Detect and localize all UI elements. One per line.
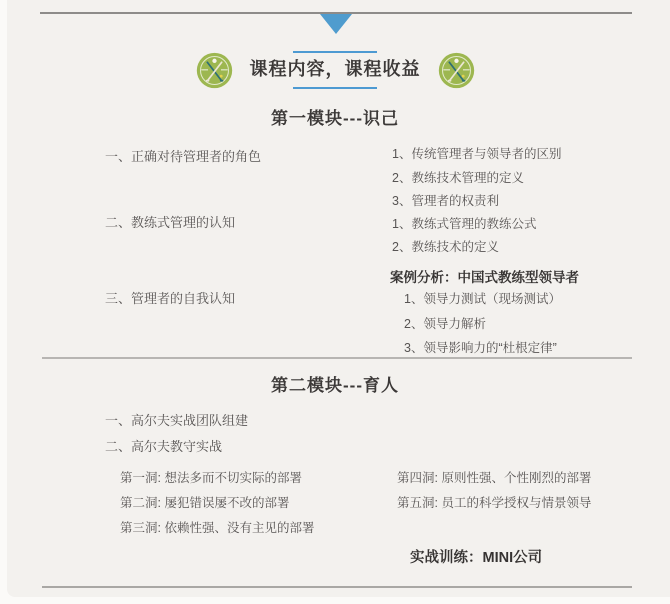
header xyxy=(0,44,670,96)
down-triangle-pointer xyxy=(320,14,352,34)
hole-item: 第三洞: 依赖性强、没有主见的部署 xyxy=(120,521,315,535)
golf-club-badge-icon xyxy=(438,52,475,89)
golf-club-badge-icon xyxy=(196,52,233,89)
title-bottom-line xyxy=(293,87,377,89)
module1-left-item: 三、管理者的自我认知 xyxy=(105,291,236,306)
practice-training-label: 实战训练：MINI公司 xyxy=(410,550,543,566)
hole-item: 第一洞: 想法多而不切实际的部署 xyxy=(120,471,302,485)
module1-right-item: 3、管理者的权责利 xyxy=(392,194,499,208)
section-divider xyxy=(42,357,632,359)
module1-heading: 第一模块---识己 xyxy=(271,109,399,128)
module1-right-item: 2、教练技术的定义 xyxy=(392,240,499,254)
module1-right-item: 2、教练技术管理的定义 xyxy=(392,171,524,185)
module2-item: 一、高尔夫实战团队组建 xyxy=(105,413,249,428)
case-analysis-label: 案例分析：中国式教练型领导者 xyxy=(390,270,579,285)
case-item: 1、领导力测试（现场测试） xyxy=(404,292,561,306)
module1-left-item: 二、教练式管理的认知 xyxy=(105,215,236,230)
title-block xyxy=(250,51,421,89)
bottom-divider xyxy=(42,586,632,588)
page-title: 课程内容，课程收益 xyxy=(249,59,421,80)
module1-right-item: 1、教练式管理的教练公式 xyxy=(392,217,537,231)
module2-heading: 第二模块---育人 xyxy=(271,376,399,395)
module2-item: 二、高尔夫教守实战 xyxy=(105,439,223,454)
module1-left-item: 一、正确对待管理者的角色 xyxy=(105,149,262,164)
title-top-line xyxy=(293,51,377,53)
hole-item: 第四洞: 原则性强、个性刚烈的部署 xyxy=(397,471,592,485)
case-item: 3、领导影响力的“杜根定律” xyxy=(404,341,557,355)
hole-item: 第五洞: 员工的科学授权与情景领导 xyxy=(397,496,592,510)
hole-item: 第二洞: 屡犯错误屡不改的部署 xyxy=(120,496,290,510)
case-item: 2、领导力解析 xyxy=(404,317,486,331)
module1-right-item: 1、传统管理者与领导者的区别 xyxy=(392,147,562,161)
